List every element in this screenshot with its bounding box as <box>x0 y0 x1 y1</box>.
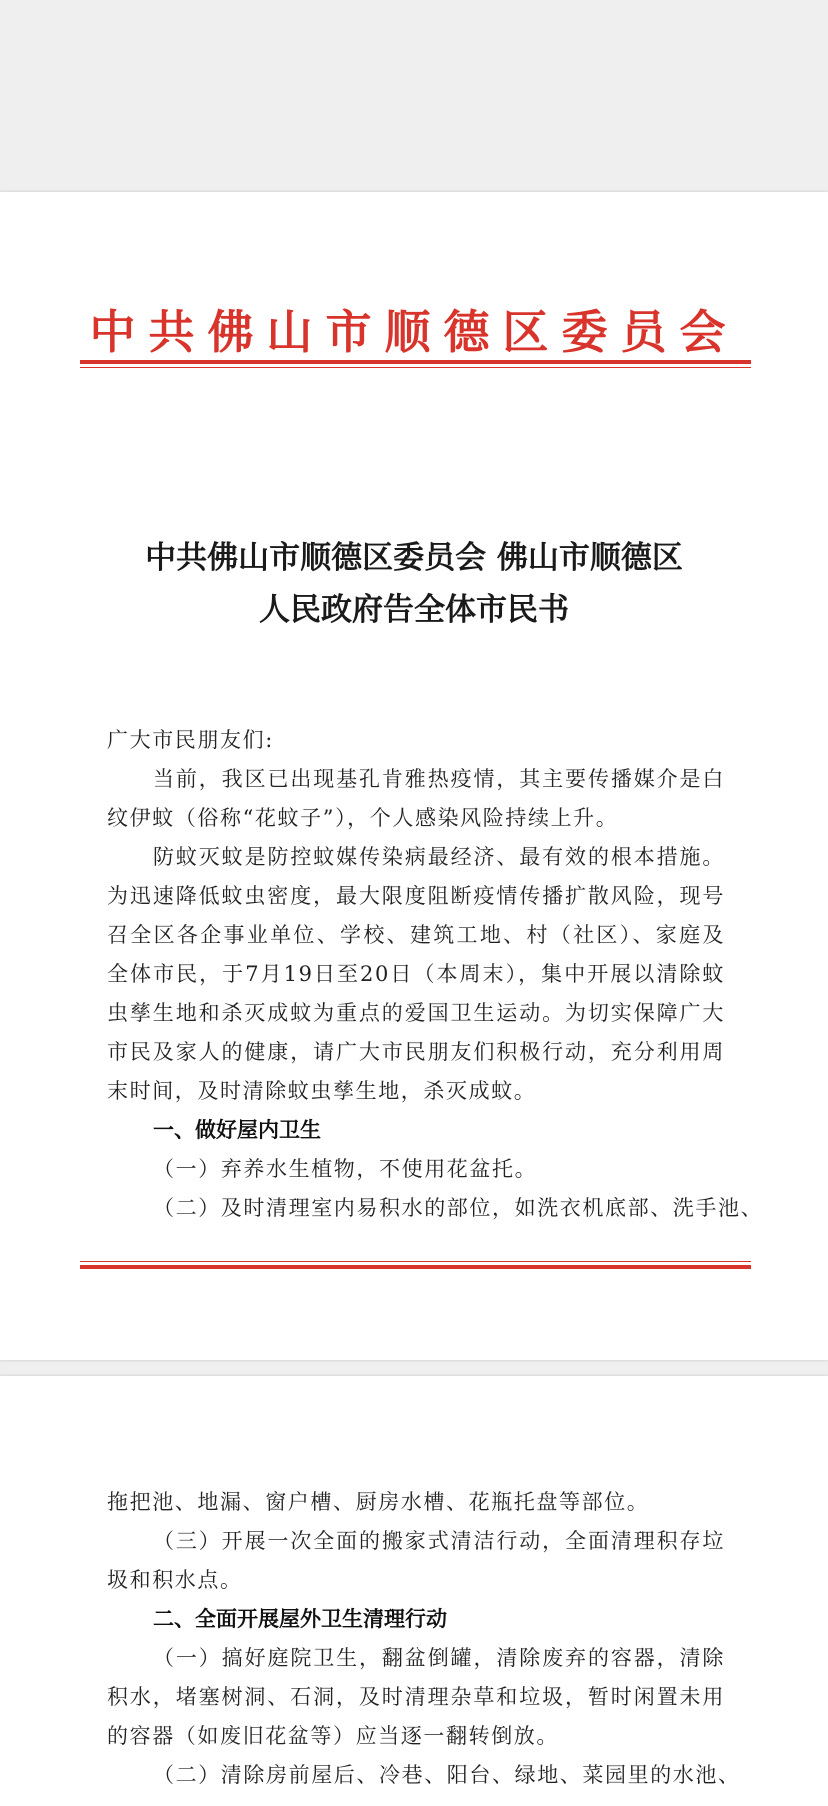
document-title-line-2: 人民政府告全体市民书 <box>259 592 569 628</box>
list-item-1-1: （一）弃养水生植物，不使用花盆托。 <box>153 1157 538 1181</box>
list-item-1-3: （三）开展一次全面的搬家式清洁行动，全面清理积存垃圾和积水点。 <box>107 1529 725 1592</box>
document-page-1 <box>0 192 828 1360</box>
list-item-2-1: （一）搞好庭院卫生，翻盆倒罐，清除废弃的容器，清除积水，堵塞树洞、石洞，及时清理杂草和垃圾，暂时闲置未用的容器（如废旧花盆等）应当逐一翻转倒放。 <box>107 1646 725 1748</box>
red-footer-rule-thick <box>80 1265 751 1269</box>
paragraph-1: 当前，我区已出现基孔肯雅热疫情，其主要传播媒介是白纹伊蚊（俗称“花蚊子”），个人感染风险持续上升。 <box>107 767 725 830</box>
list-item-2-2: （二）清除房前屋后、冷巷、阳台、绿地、菜园里的水池、 <box>153 1763 741 1787</box>
section-heading-2: 二、全面开展屋外卫生清理行动 <box>153 1607 447 1631</box>
document-page-2 <box>0 1376 828 1806</box>
list-item-1-2-continued: 拖把池、地漏、窗户槽、厨房水槽、花瓶托盘等部位。 <box>107 1490 650 1514</box>
salutation: 广大市民朋友们: <box>107 728 274 752</box>
red-footer-rule-thin <box>80 1261 751 1262</box>
red-header-rule-thick <box>80 360 751 364</box>
section-heading-1: 一、做好屋内卫生 <box>153 1118 321 1142</box>
paragraph-2: 防蚊灭蚊是防控蚊媒传染病最经济、最有效的根本措施。为迅速降低蚊虫密度，最大限度阻断疫情传播扩散风险，现号召全区各企事业单位、学校、建筑工地、村（社区）、家庭及全体市民，于7月19日至20日（本周末），集中开展以清除蚊虫孳生地和杀灭成蚊为重点的爱国卫生运动。为切实保障广大市民及家人的健康，请广大市民朋友们积极行动，充分利用周末时间，及时清除蚊虫孳生地，杀灭成蚊。 <box>107 845 725 1103</box>
red-header-title: 中共佛山市顺德区委员会 <box>89 305 739 359</box>
list-item-1-2: （二）及时清理室内易积水的部位，如洗衣机底部、洗手池、 <box>153 1196 764 1220</box>
document-title-line-1: 中共佛山市顺德区委员会 佛山市顺德区 <box>145 540 683 576</box>
red-header-rule-thin <box>80 367 751 368</box>
